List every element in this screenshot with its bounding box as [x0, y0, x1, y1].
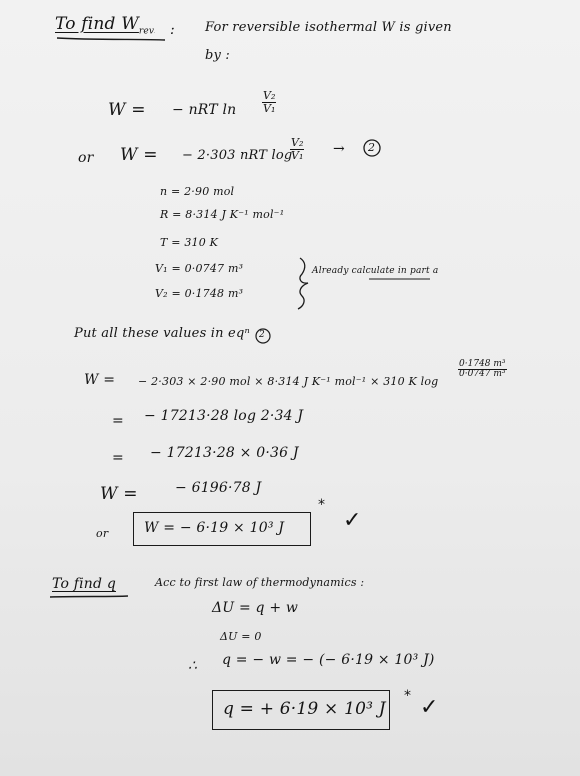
result-lhs: W = — [100, 484, 138, 504]
equation-2-fraction — [290, 137, 304, 162]
equation-1-lhs: W = — [108, 100, 146, 120]
calc-1-fraction — [458, 360, 507, 380]
heading-colon: : — [170, 22, 175, 38]
calc-2-equals: = — [112, 413, 124, 429]
therefore-symbol: ∴ — [188, 658, 198, 674]
given-v2: V₂ = 0·1748 m³ — [155, 287, 244, 300]
heading-find-q: To find q — [52, 576, 116, 592]
calc-1-rhs: − 2·303 × 2·90 mol × 8·314 J K⁻¹ mol⁻¹ × 310 K log — [138, 375, 439, 388]
result-rhs: − 6196·78 J — [175, 480, 262, 496]
equation-delta-u: ΔU = q + w — [212, 600, 299, 616]
given-r: R = 8·314 J K⁻¹ mol⁻¹ — [160, 208, 285, 221]
intro-line-2: by : — [205, 48, 230, 63]
eq1-numerator: V₂ — [263, 89, 276, 102]
equation-2-rhs: − 2·303 nRT log — [182, 148, 293, 163]
calc-1-lhs: W = — [84, 372, 116, 388]
boxed-w-result — [133, 512, 311, 546]
given-t: T = 310 K — [160, 236, 219, 249]
given-v1: V₁ = 0·0747 m³ — [155, 262, 244, 275]
put-values-reference: 2 — [259, 330, 265, 340]
calc-3-equals: = — [112, 450, 124, 466]
boxed-w-text: W = − 6·19 × 10³ J — [144, 520, 285, 536]
equation-2-reference: 2 — [368, 141, 376, 154]
given-note: Already calculate in part a — [312, 266, 439, 276]
equation-q: q = − w = − (− 6·19 × 10³ J) — [222, 652, 435, 668]
star-mark-q: * — [404, 688, 411, 704]
equation-2-arrow: → — [333, 141, 345, 157]
equation-delta-u-zero: ΔU = 0 — [220, 630, 262, 643]
equation-2-lhs: W = — [120, 145, 158, 165]
first-law-intro: Acc to first law of thermodynamics : — [155, 576, 365, 589]
intro-line-1: For reversible isothermal W is given — [205, 20, 452, 35]
equation-1-fraction — [262, 90, 276, 115]
eq1-denominator: V₁ — [263, 101, 276, 115]
calc-2: − 17213·28 log 2·34 J — [144, 408, 304, 424]
heading-subscript: rev — [138, 26, 155, 37]
eq2-denominator: V₁ — [291, 148, 304, 162]
boxed-q-text: q = + 6·19 × 10³ J — [223, 699, 386, 719]
boxed-q-result — [212, 690, 390, 730]
or-label-1: or — [78, 150, 94, 166]
tick-mark-w: ✓ — [343, 508, 362, 533]
equation-1-rhs: − nRT ln — [172, 102, 237, 118]
heading-find-w: To find $W_{rev}$ — [55, 14, 155, 37]
calc-3: − 17213·28 × 0·36 J — [150, 445, 299, 461]
or-label-2: or — [96, 527, 109, 540]
put-values-line: Put all these values in eqⁿ — [74, 326, 250, 341]
calc1-denominator: 0·0747 m³ — [459, 369, 506, 380]
star-mark-w: * — [318, 497, 325, 513]
given-n: n = 2·90 mol — [160, 185, 235, 198]
eq2-numerator: V₂ — [291, 136, 304, 149]
tick-mark-q: ✓ — [420, 695, 439, 720]
calc1-numerator: 0·1748 m³ — [459, 359, 506, 369]
